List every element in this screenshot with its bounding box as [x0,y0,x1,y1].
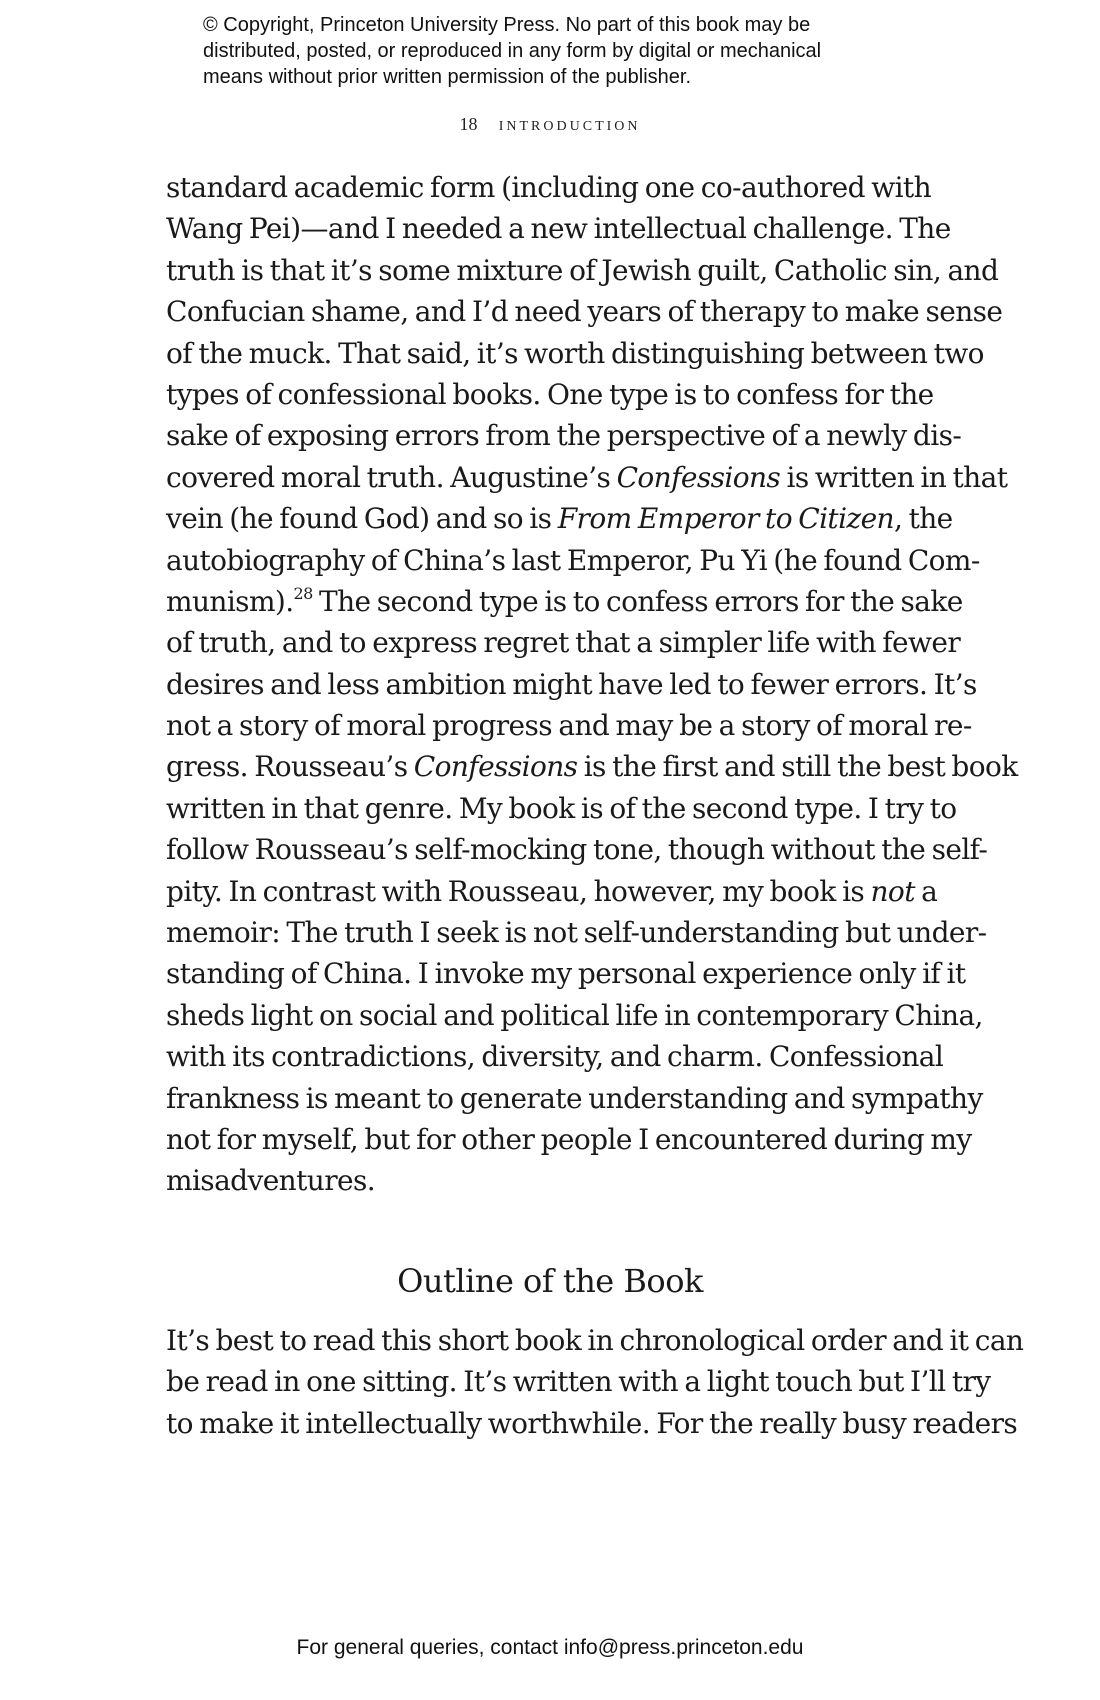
text-line: be read in one sitting. It’s written with a light touch but I’ll try [166,1365,991,1399]
text-line [166,871,938,912]
footnote-marker[interactable]: 28 [293,583,313,603]
running-head-title: introduction [498,113,641,135]
text-run: munism). [166,584,294,618]
section-heading: Outline of the Book [397,1262,703,1300]
text-line [166,457,1008,498]
text-line: follow Rousseau’s self-mocking tone, though without the self- [166,833,988,867]
page-number: 18 [459,114,478,134]
text-run: The second type is to confess errors for the sake [312,584,963,618]
text-line: not for myself, but for other people I encountered during my [166,1122,972,1156]
text-line: types of confessional books. One type is to confess for the [166,377,934,411]
text-line: of truth, and to express regret that a simpler life with fewer [166,626,961,660]
text-line: with its contradictions, diversity, and charm. Confessional [166,1040,944,1074]
text-line: It’s best to read this short book in chronological order and it can [166,1324,1024,1357]
text-line: desires and less ambition might have led to fewer errors. It’s [166,667,977,701]
text-line: standard academic form (including one co-authored with [166,171,932,204]
text-line: truth is that it’s some mixture of Jewish guilt, Catholic sin, and [166,253,999,287]
text-run: vein (he found God) and so is [166,502,558,536]
running-head [0,113,1100,136]
text-run: covered moral truth. Augustine’s [166,460,617,494]
text-line: Wang Pei)—and I needed a new intellectual challenge. The [166,212,951,246]
italic-title: Confessions [413,750,578,784]
text-line: memoir: The truth I seek is not self-understanding but under- [166,916,987,950]
italic-title: From Emperor to Citizen [557,502,894,536]
text-line: written in that genre. My book is of the second type. I try to [166,791,957,825]
text-line [166,746,1018,787]
text-line [166,581,963,622]
text-run: a [914,874,938,908]
copyright-line: © Copyright, Princeton University Press. No part of this book may be [203,14,811,36]
text-run: is written in that [780,460,1008,494]
text-line: frankness is meant to generate understanding and sympathy [166,1081,983,1115]
text-line: autobiography of China’s last Emperor, Pu Yi (he found Com- [166,543,980,577]
text-line: of the muck. That said, it’s worth distinguishing between two [166,336,984,370]
text-line: to make it intellectually worthwhile. For the really busy readers [166,1406,1018,1440]
text-line [166,498,953,539]
text-line: misadventures. [166,1164,376,1198]
copyright-line: distributed, posted, or reproduced in any form by digital or mechanical [203,40,822,62]
body-paragraph [166,1320,1024,1444]
footer-contact: For general queries, contact info@press.princeton.edu [296,1636,804,1659]
text-line: sheds light on social and political life in contemporary China, [166,998,983,1032]
body-paragraph [166,167,1018,1202]
text-run: pity. In contrast with Rousseau, however, my book is [166,874,871,908]
italic-title: Confessions [616,460,781,494]
text-line: Confucian shame, and I’d need years of therapy to make sense [166,295,1003,329]
text-line: not a story of moral progress and may be a story of moral re- [166,709,972,743]
copyright-line: means without prior written permission of the publisher. [203,66,692,88]
text-run: gress. Rousseau’s [166,750,414,784]
copyright-notice [203,12,923,90]
text-line: standing of China. I invoke my personal experience only if it [166,957,966,991]
text-run: , the [894,502,953,536]
italic-title: not [870,874,915,908]
text-run: is the first and still the best book [577,750,1018,784]
text-line: sake of exposing errors from the perspective of a newly dis- [166,419,962,453]
